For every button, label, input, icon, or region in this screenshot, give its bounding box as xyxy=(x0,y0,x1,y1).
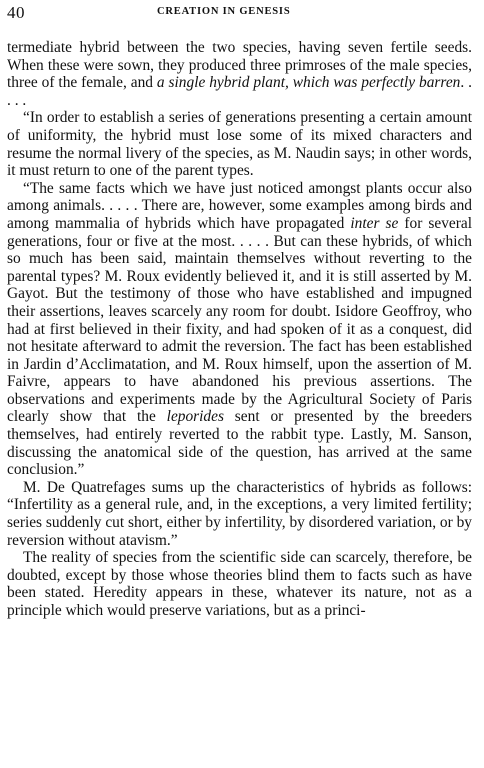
text-segment: for several generations, four or five at the most. . . . . But can these hybrids, of which so much has been said, maintain themselves without reverting to the parental types? M. Roux evidently believed it, and it is still asserted by M. Gayot. But the testimony of those who have established and impugned their assertions, leaves scarcely any room for doubt. Isidore Geoffroy, who had at first believed in their fixity, and had spoken of it as a conquest, did not hesitate afterward to admit the reversion. The fact has been established in Jardin d’Acclimatation, and M. Roux himself, upon the assertion of M. Faivre, appears to have abandoned his previous assertions. The observations and experiments made by the Agricultural Society of Paris clearly show that the xyxy=(7,214,472,426)
body-text xyxy=(7,39,472,620)
paragraph xyxy=(7,109,472,179)
text-segment: . . . . . xyxy=(7,74,472,109)
paragraph xyxy=(7,479,472,549)
text-segment: termediate hybrid between the two species, having seven fertile seeds. When these were sown, they produced three primroses of the male species, three of the female, and xyxy=(7,39,472,92)
running-head xyxy=(7,3,472,27)
text-segment: “In order to establish a series of generations presenting a certain amount of uniformity, the hybrid must lose some of its mixed characters and resume the normal livery of the species, as M. Naudin says; in other words, it must return to one of the parent types. xyxy=(7,109,472,180)
paragraph xyxy=(7,39,472,109)
italic-segment: inter se xyxy=(350,214,399,232)
paragraph xyxy=(7,549,472,619)
text-segment: M. De Quatrefages sums up the characteristics of hybrids as follows: “Infertility as a general rule, and, in the exceptions, a very limited fertility; series suddenly cut short, either by infertility, by disordered variation, or by reversion without atavism.” xyxy=(7,478,472,549)
running-title: CREATION IN GENESIS xyxy=(157,6,291,17)
text-segment: “The same facts which we have just noticed amongst plants occur also among animals. . . . . There are, however, some examples among birds and among mammalia of hybrids which have propagated xyxy=(7,179,472,232)
text-segment: The reality of species from the scientific side can scarcely, therefore, be doubted, except by those whose theories blind them to facts such as have been stated. Heredity appears in these, whatever its nature, not as a principle which would preserve variations, but as a princi- xyxy=(7,549,472,619)
italic-segment: a single hybrid plant, which was perfectly barren xyxy=(156,74,461,92)
text-segment: sent or presented by the breeders themselves, had entirely reverted to the rabbit type. Lastly, M. Sanson, discussing the anatomical side of the question, has arrived at the same conclusion.” xyxy=(7,408,472,479)
italic-segment: leporides xyxy=(166,408,224,426)
paragraph xyxy=(7,180,472,479)
page-number: 40 xyxy=(7,3,25,22)
